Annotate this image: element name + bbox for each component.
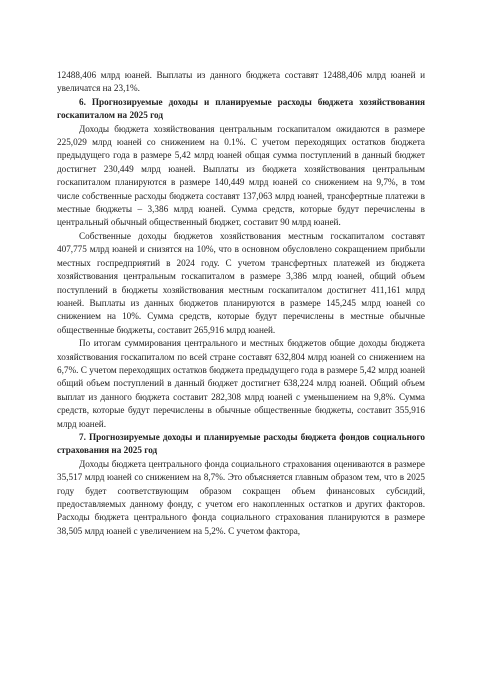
section-6-heading: 6. Прогнозируемые доходы и планируемые расходы бюджета хозяйствования госкапиталом на 2025 год	[57, 96, 425, 121]
section-7-heading: 7. Прогнозируемые доходы и планируемые расходы бюджета фондов социального страхования на 2025 год	[57, 431, 425, 456]
paragraph-continuation: 12488,406 млрд юаней. Выплаты из данного бюджета составят 12488,406 млрд юаней и увеличатся на 23,1%.	[57, 70, 425, 94]
paragraph-local-capital-budget: Собственные доходы бюджетов хозяйствования местным госкапиталом составят 407,775 млрд юаней и снизятся на 10%, что в основном обусловлено сокращением прибыли местных госпредприятий в 2024 году. С учетом трансфертных платежей из бюджета хозяйствования центральным госкапиталом в размере 3,386 млрд юаней, общий объем поступлений в бюджеты хозяйствования местным госкапиталом достигнет 411,161 млрд юаней. Выплаты из данных бюджетов планируются в размере 145,245 млрд юаней со снижением на 10%. Сумма средств, которые будут перечислены в местные обычные общественные бюджеты, составит 265,916 млрд юаней.	[57, 230, 425, 335]
paragraph-social-insurance-budget: Доходы бюджета центрального фонда социального страхования оцениваются в размере 35,517 млрд юаней со снижением на 8,7%. Это объясняется главным образом тем, что в 2025 году будет соответствующим образом сокращен объем финансовых субсидий, предоставляемых данному фонду, с учетом его накопленных остатков и других факторов. Расходы бюджета центрального фонда социального страхования планируются в размере 38,505 млрд юаней с увеличением на 5,2%. С учетом фактора,	[57, 458, 425, 536]
paragraph-central-capital-budget: Доходы бюджета хозяйствования центральным госкапиталом ожидаются в размере 225,029 млрд юаней со снижением на 0.1%. С учетом переходящих остатков бюджета предыдущего года в размере 5,42 млрд юаней общая сумма поступлений в данный бюджет достигнет 230,449 млрд юаней. Выплаты из бюджета хозяйствования центральным госкапиталом планируются в размере 140,449 млрд юаней со снижением на 9,7%, в том числе собственные расходы бюджета составят 137,063 млрд юаней, трансфертные платежи в местные бюджеты – 3,386 млрд юаней. Сумма средств, которые будут перечислены в центральный обычный общественный бюджет, составит 90 млрд юаней.	[57, 123, 425, 228]
paragraph-national-capital-budget: По итогам суммирования центрального и местных бюджетов общие доходы бюджета хозяйствования госкапиталом по всей стране составят 632,804 млрд юаней со снижением на 6,7%. С учетом переходящих остатков бюджета предыдущего года в размере 5,42 млрд юаней общий объем поступлений в данный бюджет достигнет 638,224 млрд юаней. Общий объем выплат из данного бюджета составит 282,308 млрд юаней с уменьшением на 9,8%. Сумма средств, которые будут перечислены в обычные общественные бюджеты, составит 355,916 млрд юаней.	[57, 338, 425, 429]
